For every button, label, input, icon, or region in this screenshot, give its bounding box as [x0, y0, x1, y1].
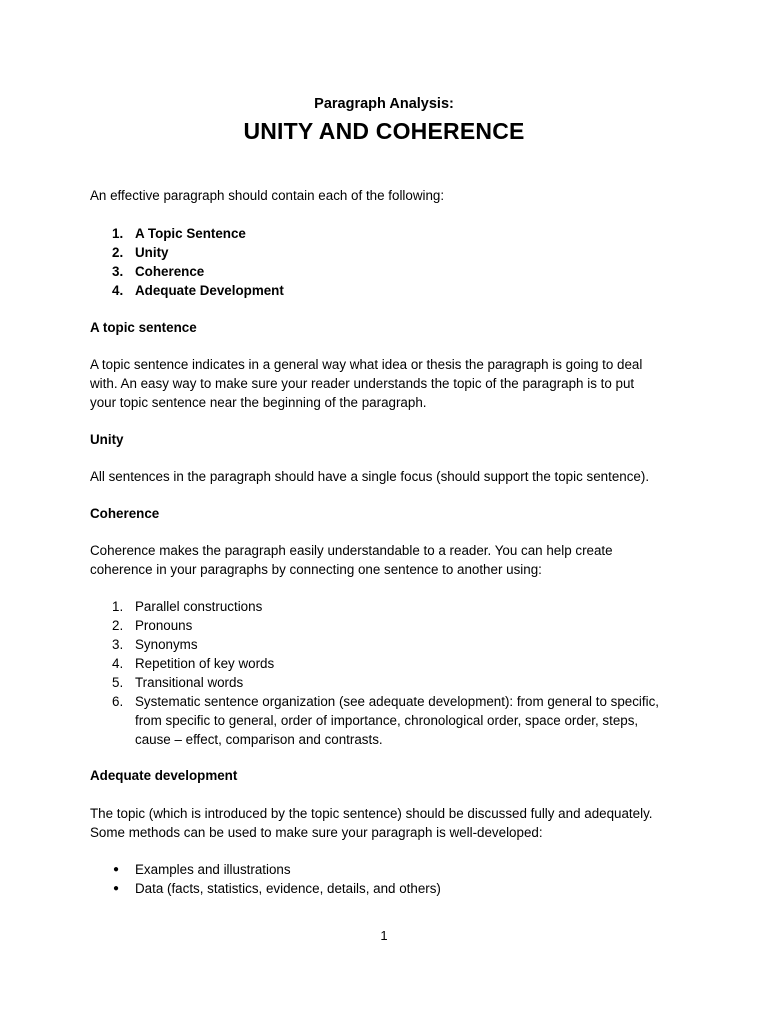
document-title: UNITY AND COHERENCE	[243, 118, 525, 144]
list-item: 3. Coherence	[112, 264, 205, 279]
list-item: 6. Systematic sentence organization (see adequate development): from general to specific,	[112, 694, 660, 709]
list-item: 4. Adequate Development	[112, 283, 284, 298]
paragraph-line: A topic sentence indicates in a general way what idea or thesis the paragraph is going to deal	[90, 357, 643, 372]
list-item: 5. Transitional words	[112, 675, 244, 690]
list-item-continuation: cause – effect, comparison and contrasts.	[135, 732, 383, 747]
topic-sentence-heading: A topic sentence	[90, 320, 197, 335]
paragraph-line: your topic sentence near the beginning of the paragraph.	[90, 395, 427, 410]
list-item: 4. Repetition of key words	[112, 656, 275, 671]
coherence-paragraph	[90, 541, 613, 579]
list-item: 1. A Topic Sentence	[112, 226, 246, 241]
elements-list	[90, 224, 284, 300]
topic-sentence-paragraph	[90, 355, 642, 412]
unity-heading: Unity	[90, 432, 124, 447]
paragraph-line: The topic (which is introduced by the topic sentence) should be discussed fully and adequately.	[90, 806, 653, 821]
list-item-continuation: from specific to general, order of importance, chronological order, space order, steps,	[135, 713, 639, 728]
list-item: ● Data (facts, statistics, evidence, details, and others)	[113, 881, 441, 896]
coherence-techniques-list	[90, 597, 659, 749]
paragraph-line: Some methods can be used to make sure your paragraph is well-developed:	[90, 825, 543, 840]
paragraph-line: Coherence makes the paragraph easily understandable to a reader. You can help create	[90, 543, 613, 558]
list-item: 2. Unity	[112, 245, 169, 260]
coherence-heading: Coherence	[90, 506, 160, 521]
development-methods-list	[90, 860, 441, 898]
document-subtitle: Paragraph Analysis:	[314, 96, 454, 112]
paragraph-line: with. An easy way to make sure your reader understands the topic of the paragraph is to put	[90, 376, 635, 391]
list-item: ● Examples and illustrations	[113, 862, 291, 877]
adequate-development-heading: Adequate development	[90, 768, 238, 783]
unity-paragraph: All sentences in the paragraph should have a single focus (should support the topic sentence).	[90, 469, 650, 484]
list-item: 3. Synonyms	[112, 637, 198, 652]
list-item: 2. Pronouns	[112, 618, 193, 633]
adequate-development-paragraph	[90, 804, 653, 842]
list-item: 1. Parallel constructions	[112, 599, 263, 614]
paragraph-line: coherence in your paragraphs by connecting one sentence to another using:	[90, 562, 542, 577]
intro-paragraph: An effective paragraph should contain each of the following:	[90, 188, 445, 203]
bullet-icon: ●	[113, 883, 120, 894]
bullet-icon: ●	[113, 864, 120, 875]
page-number: 1	[380, 928, 388, 943]
